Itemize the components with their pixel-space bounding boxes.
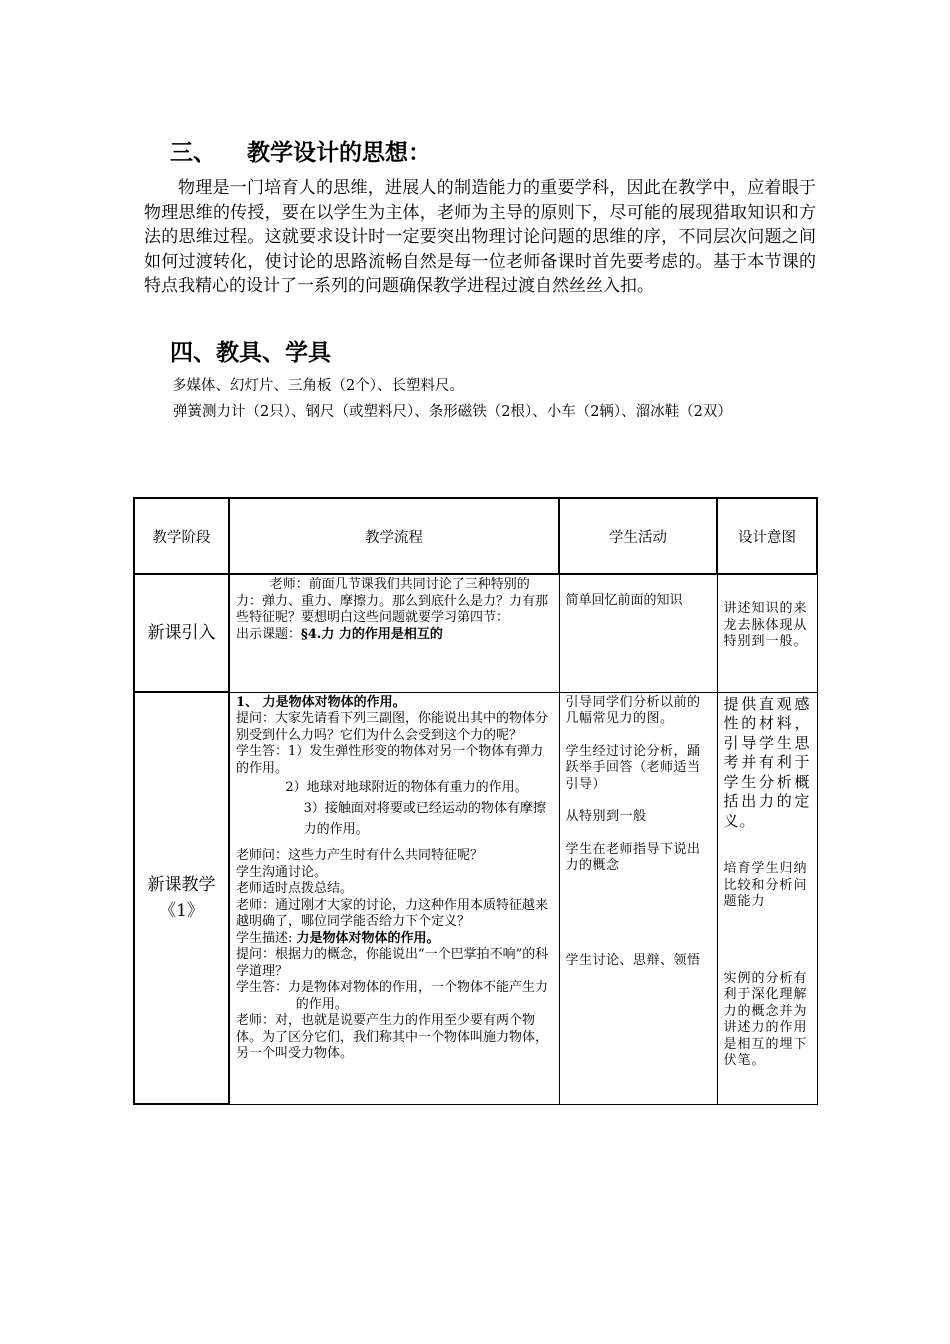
materials-line-2: 弹簧测力计（2只）、钢尺（或塑料尺）、条形磁铁（2根）、小车（2辆）、溜冰鞋（2双） <box>173 404 732 420</box>
section-3-number: 三、 <box>170 140 216 166</box>
flow-student-1: 学生沟通讨论。 <box>236 864 328 880</box>
intent-3: 实例的分析有利于深化理解力的概念并为讲述力的作用是相互的埋下伏笔。 <box>723 970 808 1068</box>
intent-1: 提供直观感性的材料，引导学生思考并有利于学生分析概括出力的定义。 <box>723 694 811 830</box>
stage-teaching <box>134 692 229 1104</box>
lesson-plan-table <box>133 497 818 1105</box>
flow-teacher-1: 老师：通过刚才大家的讨论，力这种作用本质特征越来越明确了，哪位同学能否给力下个定义？ <box>236 897 549 929</box>
flow-heading: 1、 力是物体对物体的作用。 <box>236 694 406 710</box>
flow-question-1: 提问：大家先请看下列三副图，你能说出其中的物体分别受到什么力吗？它们为什么会受到这个力的呢？ <box>236 711 549 743</box>
header-intent: 设计意图 <box>717 498 817 574</box>
flow-question-3: 提问：根据力的概念，你能说出“一个巴掌拍不响”的科学道理？ <box>236 947 549 979</box>
stage-teaching-line-2: 《1》 <box>159 901 204 921</box>
flow-answer-1: 学生答：1）发生弹性形变的物体对另一个物体有弹力的作用。 <box>236 744 544 776</box>
table-row <box>134 574 817 692</box>
flow-answer-3: 3）接触面对将要或已经运动的物体有摩擦力的作用。 <box>303 801 546 837</box>
flow-intro <box>229 574 559 692</box>
section-3-paragraph: 物理是一门培育人的思维，进展人的制造能力的重要学科，因此在教学中，应着眼于物理思维的传授，要在以学生为主体，老师为主导的原则下，尽可能的展现猎取知识和方法的思维过程。这就要求设计时一定要突出物理讨论问题的思维的序，不同层次问题之间如何过渡转化，使讨论的思路流畅自然是每一位老师备课时首先要考虑的。基于本节课的特点我精心的设计了一系列的问题确保教学进程过渡自然丝丝入扣。 <box>144 178 816 296</box>
materials-line-1: 多媒体、幻灯片、三角板（2个）、长塑料尺。 <box>172 378 464 394</box>
activity-intro-text: 简单回忆前面的知识 <box>565 593 683 608</box>
student-desc-prefix: 学生描述: <box>236 930 297 946</box>
flow-intro-topic <box>236 627 553 644</box>
activity-1: 引导同学们分析以前的几幅常见力的图。 <box>565 694 701 726</box>
intent-2: 培育学生归纳比较和分析问题能力 <box>723 861 808 909</box>
activity-4: 学生在老师指导下说出力的概念 <box>565 841 701 873</box>
header-activity: 学生活动 <box>559 498 717 574</box>
intent-teaching <box>717 692 817 1104</box>
activity-2: 学生经过讨论分析，踊跃举手回答（老师适当引导） <box>565 743 701 792</box>
intent-intro <box>717 574 817 692</box>
stage-intro: 新课引入 <box>134 574 229 692</box>
intent-intro-text: 讲述知识的来龙去脉体现从特别到一般。 <box>723 601 808 649</box>
topic-title: §4.力 力的作用是相互的 <box>301 626 443 642</box>
section-3-title: 教学设计的思想： <box>247 140 431 166</box>
activity-3: 从特别到一般 <box>565 809 647 824</box>
flow-answer-2: 2）地球对地球附近的物体有重力的作用。 <box>285 780 528 795</box>
flow-teaching <box>229 692 559 1104</box>
topic-prefix: 出示课题： <box>236 626 302 642</box>
table-row <box>134 692 817 1104</box>
flow-answer-4: 学生答：力是物体对物体的作用，一个物体不能产生力的作用。 <box>236 980 549 1012</box>
flow-student-3 <box>236 931 553 948</box>
table-header-row <box>134 498 817 574</box>
section-4-title: 四、教具、学具 <box>170 340 331 366</box>
header-stage: 教学阶段 <box>134 498 229 574</box>
header-flow: 教学流程 <box>229 498 559 574</box>
flow-teacher-2: 老师：对，也就是说要产生力的作用至少要有两个物体。为了区分它们，我们称其中一个物体叫施力物体，另一个叫受力物体。 <box>236 1013 549 1061</box>
flow-student-2: 老师适时点拨总结。 <box>236 881 354 896</box>
activity-intro <box>559 574 717 692</box>
student-desc-bold: 力是物体对物体的作用。 <box>296 930 440 946</box>
stage-teaching-line-1: 新课教学 <box>147 875 216 895</box>
flow-question-2: 老师问：这些力产生时有什么共同特征呢？ <box>236 848 484 863</box>
flow-intro-text: 老师：前面几节课我们共同讨论了三种特别的力：弹力、重力、摩擦力。那么到底什么是力？力有那些特征呢？要想明白这些问题就要学习第四节： <box>236 577 549 625</box>
activity-teaching <box>559 692 717 1104</box>
activity-5: 学生讨论、思辩、领悟 <box>565 952 701 968</box>
